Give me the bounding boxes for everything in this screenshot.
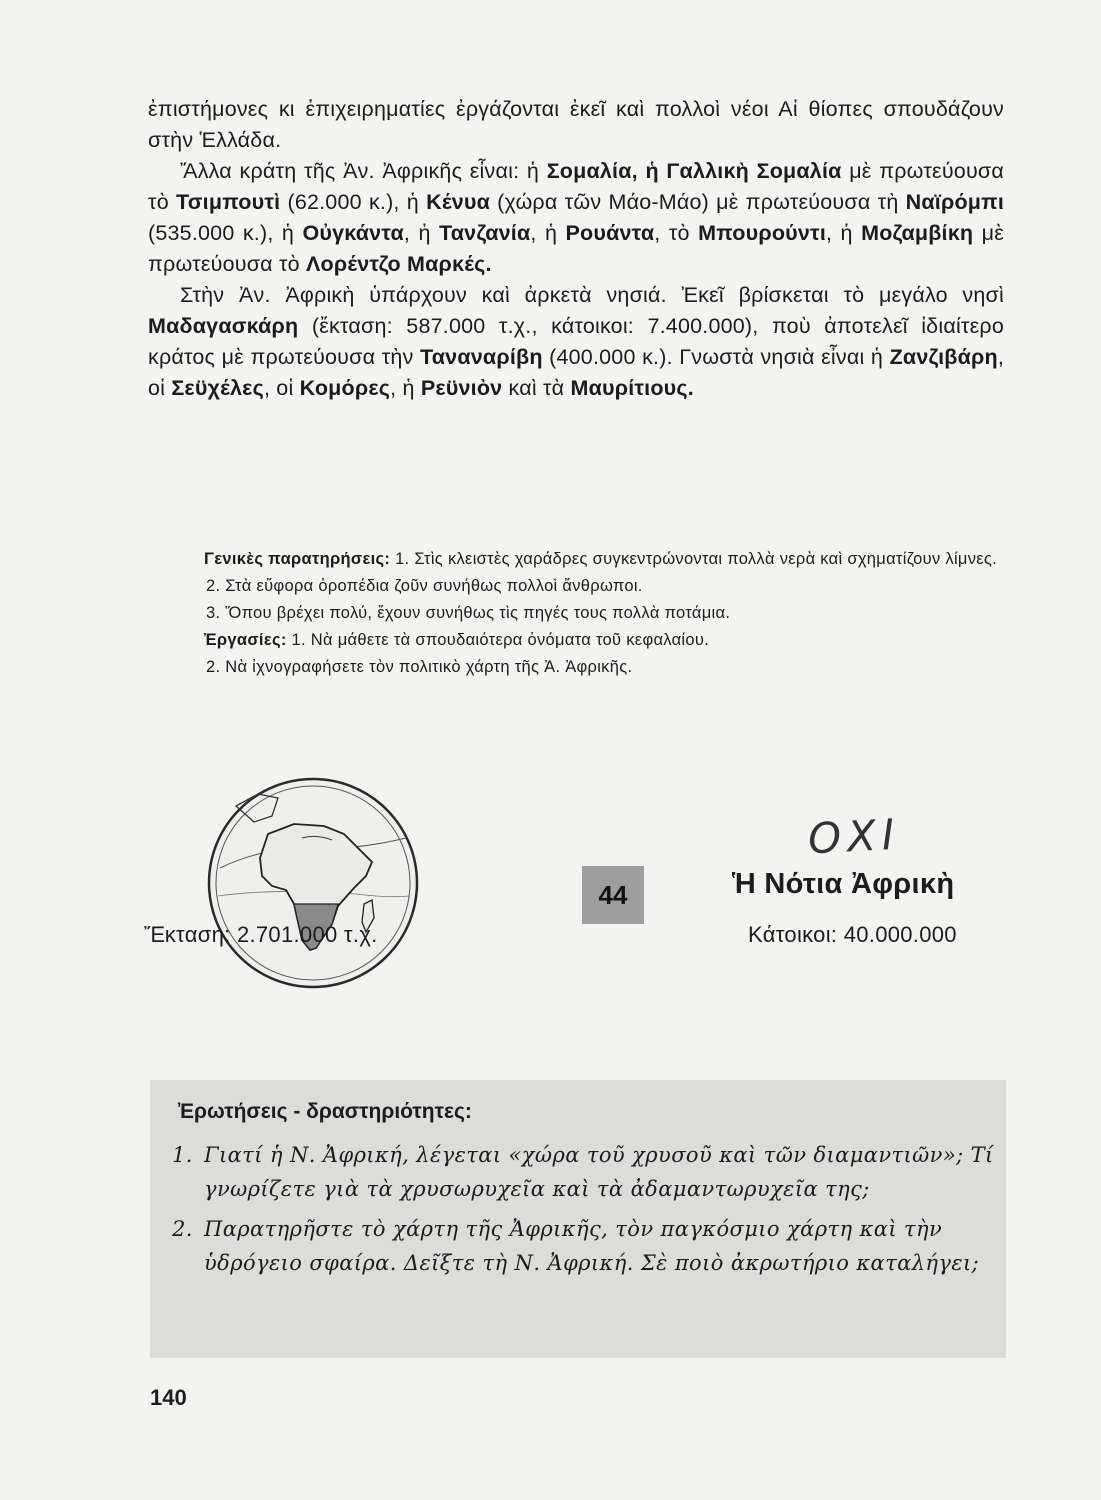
question-item [172,1138,1002,1206]
question-number: 1. [172,1143,193,1167]
chapter-title: Ἡ Νότια Ἀφρικὴ [732,868,955,900]
question-text: Γιατί ἡ Ν. Ἀφρική, λέγεται «χώρα τοῦ χρυσοῦ καὶ τῶν διαμαντιῶν»; Τί γνωρίζετε γιὰ τὰ χρυσωρυχεῖα καὶ τὰ ἀδαμαντωρυχεῖα της; [204,1143,994,1201]
task-1: Ἐργασίες: 1. Νὰ μάθετε τὰ σπουδαιότερα ὀνόματα τοῦ κεφαλαίου. [204,631,710,649]
paragraph-3: Στὴν Ἀν. Ἀφρικὴ ὑπάρχουν καὶ ἀρκετὰ νησιά. Ἐκεῖ βρίσκεται τὸ μεγάλο νησὶ Μαδαγασκάρη (ἔκταση: 587.000 τ.χ., κάτοικοι: 7.400.000), ποὺ ἀποτελεῖ ἰδιαίτερο κράτος μὲ πρωτεύουσα τὴν Ταναναρίβη (400.000 κ.). Γνωστὰ νησιὰ εἶναι ἡ Ζανζιβάρη, οἱ Σεϋχέλες, οἱ Κομόρες, ἡ Ρεϋνιὸν καὶ τὰ Μαυρίτιους. [148,283,1005,400]
area-stat: Ἔκταση: 2.701.000 τ.χ. [144,922,378,947]
chapter-number-badge: 44 [582,866,644,924]
question-number: 2. [172,1217,193,1241]
paragraph-1: ἐπιστήμονες κι ἐπιχειρηματίες ἐργάζονται ἐκεῖ καὶ πολλοὶ νέοι Αἰ θίοπες σπουδάζουν στὴν Ἑλλάδα. [148,97,1004,152]
notes-section [148,546,1004,681]
handwritten-annotation: ΟΧΙ [806,809,902,864]
questions-heading: Ἐρωτήσεις - δραστηριότητες: [178,1100,472,1123]
general-note-2: 2. Στὰ εὔφορα ὀροπέδια ζοῦν συνήθως πολλοὶ ἄνθρωποι. [206,577,643,595]
questions-box [150,1080,1006,1358]
page-number: 140 [150,1385,187,1410]
task-2: 2. Νὰ ἰχνογραφήσετε τὸν πολιτικὸ χάρτη τῆς Ἀ. Ἀφρικῆς. [206,658,633,676]
questions-list [172,1138,1002,1286]
question-text: Παρατηρῆστε τὸ χάρτη τῆς Ἀφρικῆς, τὸν παγκόσμιο χάρτη καὶ τὴν ὑδρόγειο σφαίρα. Δεῖξτε τὴ Ν. Ἀφρική. Σὲ ποιὸ ἀκρωτήριο καταλήγει; [204,1217,980,1275]
general-note-1: Γενικὲς παρατηρήσεις: 1. Στὶς κλειστὲς χαράδρες συγκεντρώνονται πολλὰ νερὰ καὶ σχηματίζουν λίμνες. [204,550,998,568]
globe-africa-illustration [206,776,420,990]
paragraph-2: Ἄλλα κράτη τῆς Ἀν. Ἀφρικῆς εἶναι: ἡ Σομαλία, ἡ Γαλλικὴ Σομαλία μὲ πρωτεύουσα τὸ Τσιμπουτὶ (62.000 κ.), ἡ Κένυα (χώρα τῶν Μάο-Μάο) μὲ πρωτεύουσα τὴ Ναϊρόμπι (535.000 κ.), ἡ Οὐγκάντα, ἡ Τανζανία, ἡ Ρουάντα, τὸ Μπουρούντι, ἡ Μοζαμβίκη μὲ πρωτεύουσα τὸ Λορέντζο Μαρκές. [148,159,1005,276]
question-item [172,1212,1002,1280]
population-stat: Κάτοικοι: 40.000.000 [748,922,957,947]
general-note-3: 3. Ὅπου βρέχει πολύ, ἔχουν συνήθως τὶς πηγές τους πολλὰ ποτάμια. [206,604,731,622]
body-text [148,94,1004,404]
